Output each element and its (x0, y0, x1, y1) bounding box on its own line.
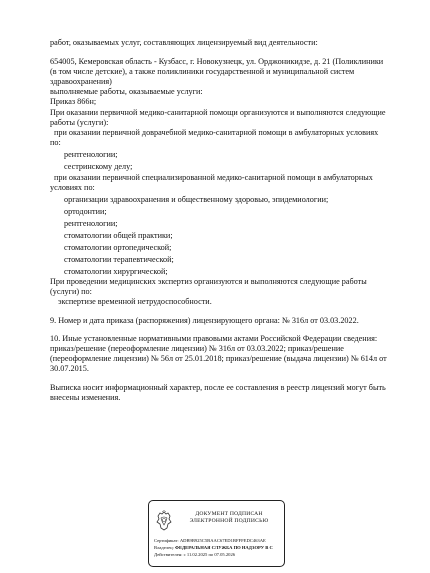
text-line: рентгенологии; (64, 219, 118, 228)
text-line: стоматологии ортопедической; (64, 243, 172, 252)
text-line: 30.07.2015. (50, 364, 89, 373)
text-line: ортодонтии; (64, 207, 107, 216)
stamp-subtitle: ЭЛЕКТРОННОЙ ПОДПИСЬЮ (189, 518, 269, 524)
text-line: При проведении медицинских экспертиз организуются и выполняются следующие работы (50, 277, 367, 286)
text-line: по: (50, 138, 61, 147)
validity-row (154, 552, 235, 557)
text-line: здравоохранения) (50, 77, 112, 86)
text-line: условиях по: (50, 183, 95, 192)
text-line: (в том числе детские), а также поликлиники государственной и муниципальной систем (50, 67, 355, 76)
text-line: экспертизе временной нетрудоспособности. (58, 297, 212, 306)
text-line: стоматологии общей практики; (64, 231, 173, 240)
certificate-value: ADB9B925C5BAAC67ED1BFFFEDC463AE (179, 538, 266, 543)
text-line: при оказании первичной специализированной медико-санитарной помощи в амбулаторных (54, 173, 373, 182)
text-line: 654005, Кемеровская область - Кузбасс, г. Новокузнецк, ул. Орджоникидзе, д. 21 (Поликлиники (50, 57, 384, 66)
text-line: при оказании первичной доврачебной медико-санитарной помощи в амбулаторных условиях (54, 128, 379, 137)
valid-value: с 11.02.2025 по 07.05.2026 (183, 552, 236, 557)
owner-label: Владелец: (154, 545, 174, 550)
text-line: работы (услуги): (50, 118, 109, 127)
certificate-label: Сертификат: (154, 538, 179, 543)
text-line: выполняемые работы, оказываемые услуги: (50, 87, 203, 96)
valid-label: Действителен: (154, 552, 183, 557)
stamp-title: ДОКУМЕНТ ПОДПИСАН (195, 511, 263, 517)
text-line: (услуги) по: (50, 287, 92, 296)
text-line: рентгенологии; (64, 150, 118, 159)
owner-value: ФЕДЕРАЛЬНАЯ СЛУЖБА ПО НАДЗОРУ В С (175, 545, 273, 550)
text-line: 10. Иные установленные нормативными правовыми актами Российской Федерации сведения: (50, 334, 378, 343)
text-line: (переоформление лицензии) № 56л от 25.01.2018; приказ/решение (выдача лицензии) № 614л от (50, 354, 387, 363)
text-line: Приказ 866н; (50, 97, 97, 106)
text-line: приказ/решение (переоформление лицензии) № 316л от 03.03.2022; приказ/решение (50, 344, 344, 353)
text-line: При оказании первичной медико-санитарной помощи организуются и выполняются следующие (50, 108, 386, 117)
text-line: Выписка носит информационный характер, после ее составления в реестр лицензий могут быть (50, 383, 386, 392)
coat-of-arms-icon (155, 510, 173, 532)
text-line: сестринскому делу; (64, 162, 133, 171)
text-line: внесены изменения. (50, 393, 121, 402)
text-line: работ, оказываемых услуг, составляющих лицензируемый вид деятельности: (50, 38, 318, 47)
text-line: стоматологии хирургической; (64, 267, 168, 276)
text-line: стоматологии терапевтической; (64, 255, 174, 264)
owner-row (154, 545, 273, 550)
text-line: организации здравоохранения и общественному здоровью, эпидемиологии; (64, 195, 329, 204)
certificate-row (154, 538, 266, 543)
electronic-signature-stamp (148, 500, 285, 567)
text-line: 9. Номер и дата приказа (распоряжения) лицензирующего органа: № 316л от 03.03.2022. (50, 316, 359, 325)
